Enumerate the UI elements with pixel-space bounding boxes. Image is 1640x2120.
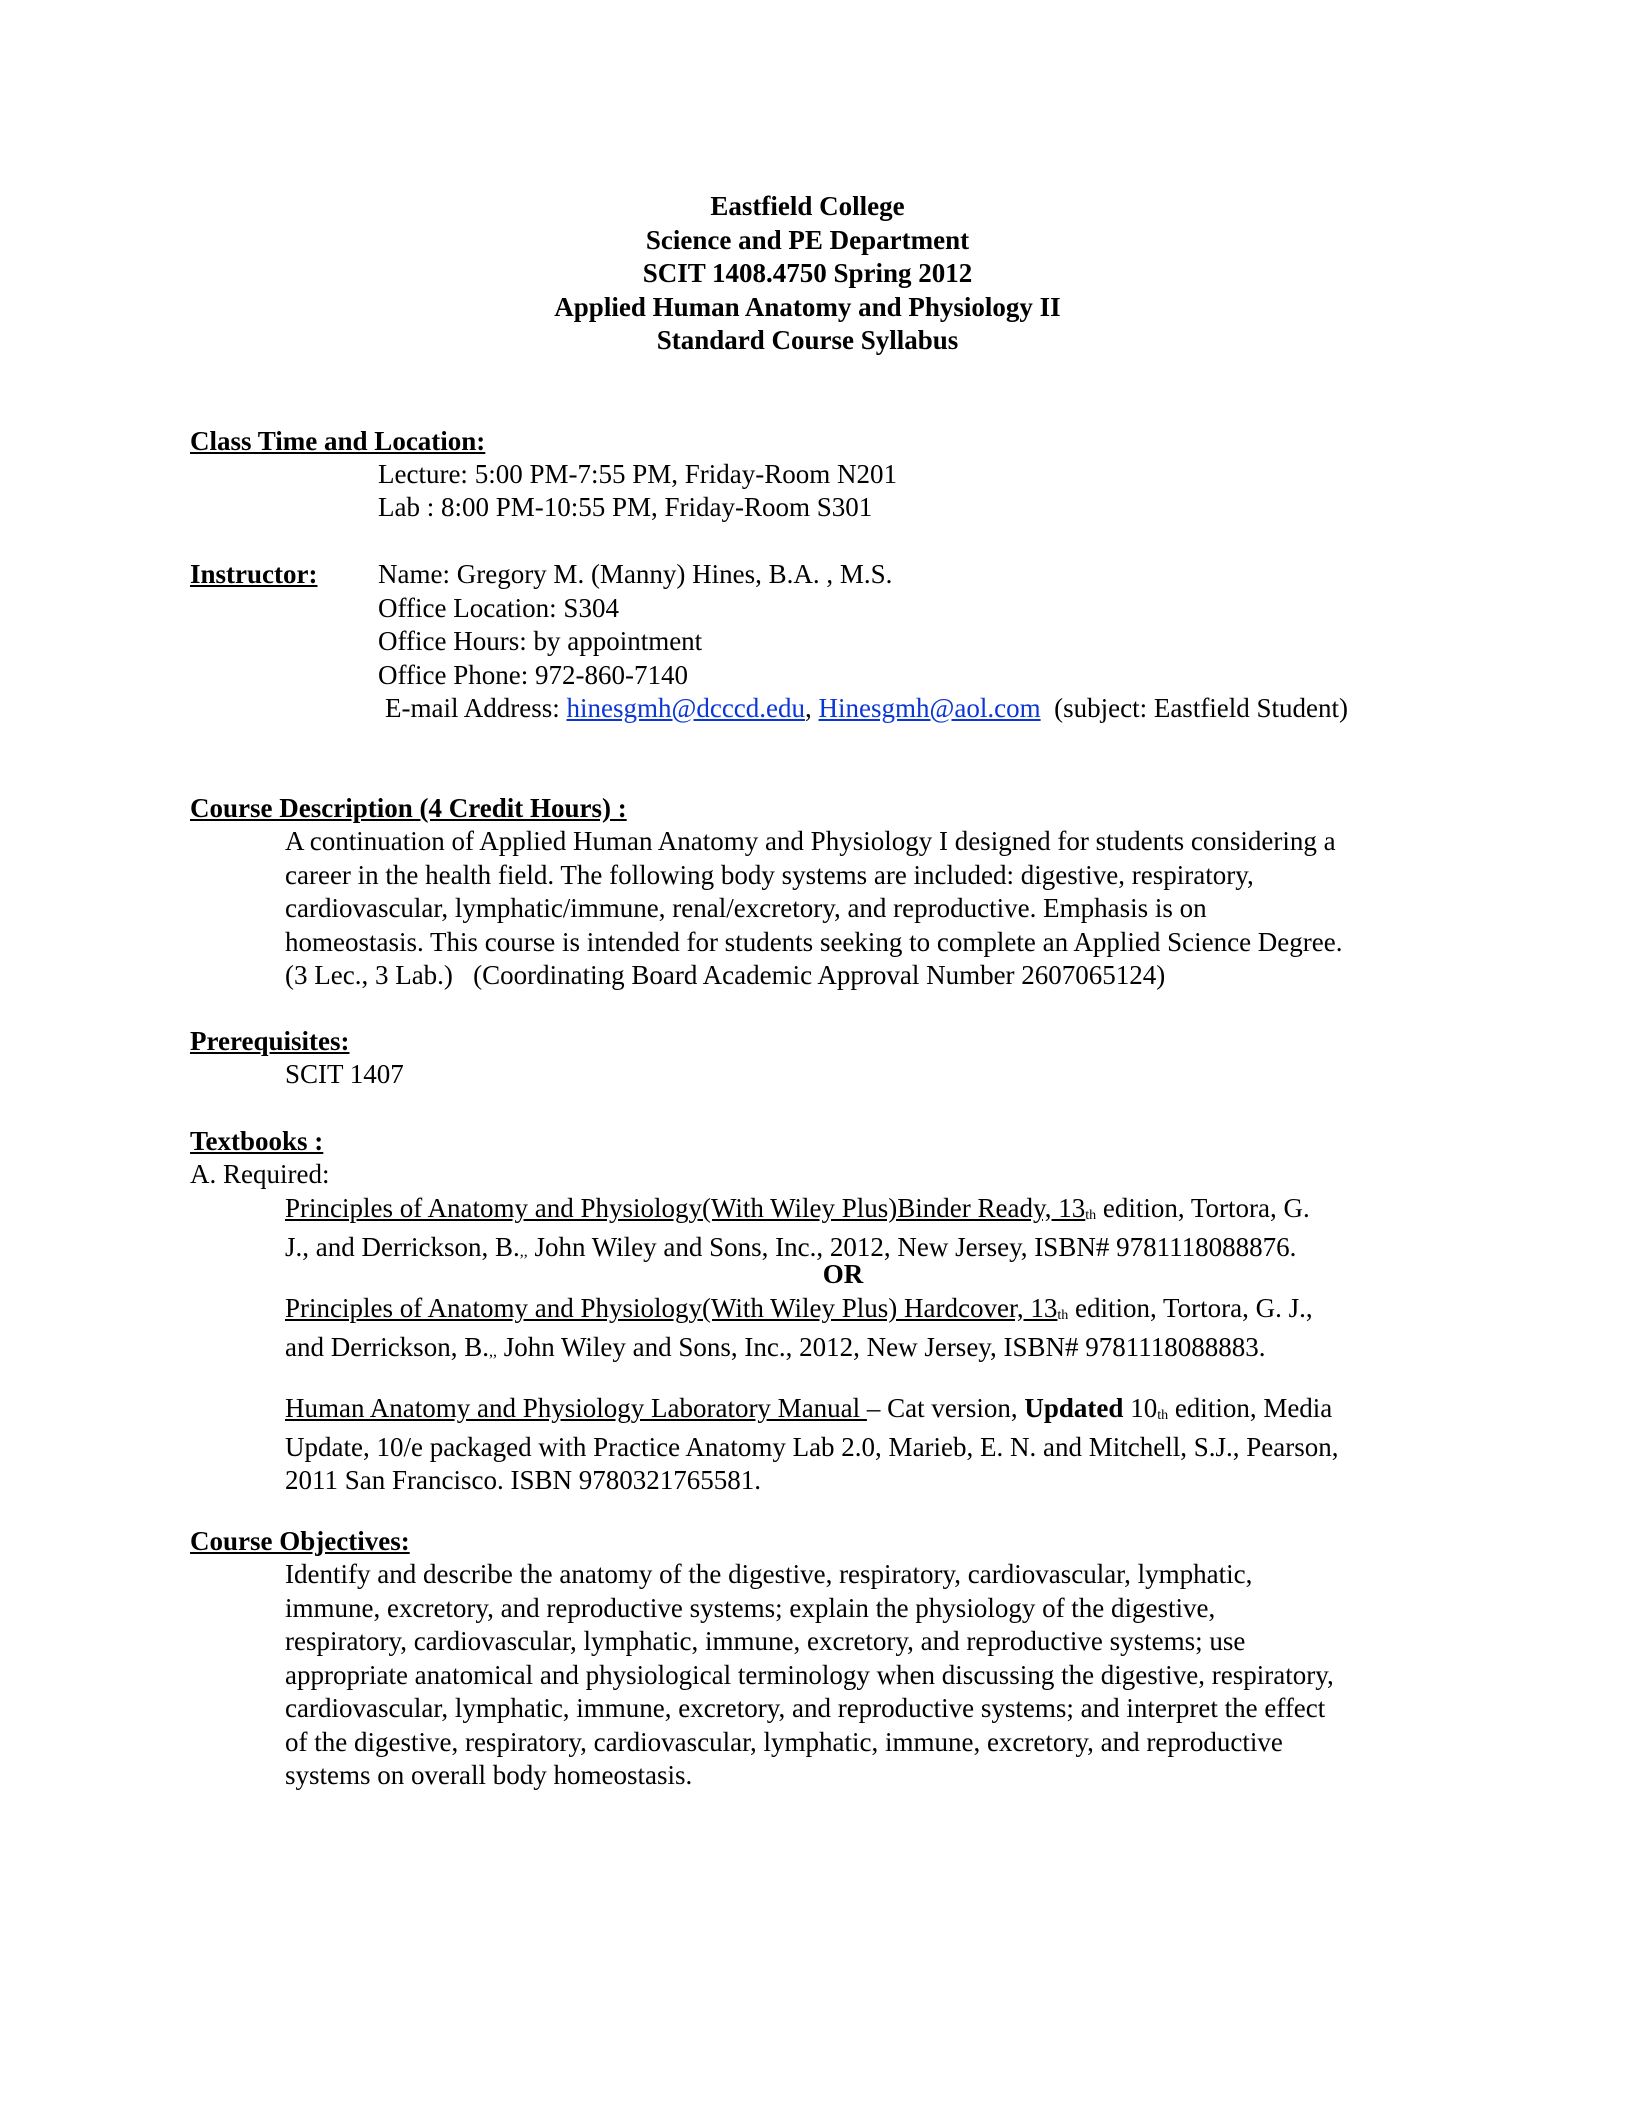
textbook-3-sup: th bbox=[1157, 1408, 1169, 1423]
college-name: Eastfield College bbox=[710, 191, 905, 221]
description-line: homeostasis. This course is intended for students seeking to complete an Applied Science Degree. bbox=[285, 926, 1343, 957]
prerequisites-heading: Prerequisites: bbox=[190, 1026, 350, 1056]
course-code: SCIT 1408.4750 Spring 2012 bbox=[642, 258, 973, 288]
textbook-2-sup: th bbox=[1057, 1308, 1069, 1323]
email-label: E-mail Address: bbox=[385, 693, 567, 723]
textbook-2-publisher: John Wiley and Sons, Inc., 2012, New Jersey, ISBN# 9781118088883. bbox=[496, 1331, 1266, 1362]
email-note: (subject: Eastfield Student) bbox=[1040, 693, 1349, 723]
instructor-name: Name: Gregory M. (Manny) Hines, B.A. , M.S. bbox=[378, 559, 893, 589]
objectives-line: appropriate anatomical and physiological terminology when discussing the digestive, respiratory, bbox=[285, 1659, 1334, 1690]
office-phone: Office Phone: 972-860-7140 bbox=[378, 659, 688, 690]
objectives-line: systems on overall body homeostasis. bbox=[285, 1760, 693, 1790]
textbook-2-commas: ,, bbox=[488, 1342, 497, 1360]
textbook-1-commas: ,, bbox=[519, 1242, 528, 1260]
email-row bbox=[378, 692, 1348, 726]
office-hours: Office Hours: by appointment bbox=[378, 626, 703, 656]
textbook-2-authors: and Derrickson, B. bbox=[285, 1331, 489, 1362]
textbook-1-authors: J., and Derrickson, B. bbox=[285, 1231, 520, 1262]
objectives-line: cardiovascular, lymphatic, immune, excretory, and reproductive systems; and interpret the effect bbox=[285, 1693, 1326, 1723]
course-description-text bbox=[285, 825, 1435, 993]
objectives-line: immune, excretory, and reproductive systems; explain the physiology of the digestive, bbox=[285, 1592, 1216, 1623]
textbook-or: OR bbox=[822, 1259, 864, 1289]
textbook-3-title: Human Anatomy and Physiology Laboratory Manual bbox=[285, 1393, 867, 1423]
textbooks-heading: Textbooks : bbox=[190, 1126, 324, 1156]
description-line: A continuation of Applied Human Anatomy and Physiology I designed for students considering a bbox=[285, 826, 1336, 856]
textbook-3-edition: 10 bbox=[1123, 1393, 1158, 1423]
department-name: Science and PE Department bbox=[645, 224, 970, 255]
textbook-2-rest: edition, Tortora, G. J., bbox=[1068, 1293, 1313, 1323]
textbook-1 bbox=[285, 1192, 1435, 1268]
instructor-info bbox=[378, 558, 1348, 726]
email-separator: , bbox=[805, 693, 819, 723]
textbook-2 bbox=[285, 1292, 1435, 1368]
textbook-3-rest: edition, Media bbox=[1168, 1393, 1333, 1423]
textbook-1-sup: th bbox=[1085, 1208, 1097, 1223]
textbook-3 bbox=[285, 1392, 1435, 1498]
description-line: cardiovascular, lymphatic/immune, renal/excretory, and reproductive. Emphasis is on bbox=[285, 893, 1207, 923]
objectives-text bbox=[285, 1558, 1435, 1793]
objectives-line: respiratory, cardiovascular, lymphatic, immune, excretory, and reproductive systems; use bbox=[285, 1626, 1246, 1656]
document-header bbox=[0, 190, 1615, 358]
objectives-heading: Course Objectives: bbox=[190, 1526, 410, 1556]
office-location: Office Location: S304 bbox=[378, 592, 619, 623]
email-link-dcccd[interactable]: hinesgmh@dcccd.edu bbox=[566, 693, 806, 723]
textbook-3-line2: Update, 10/e packaged with Practice Anatomy Lab 2.0, Marieb, E. N. and Mitchell, S.J., Pearson, bbox=[285, 1431, 1339, 1462]
course-description-heading: Course Description (4 Credit Hours) : bbox=[190, 793, 627, 823]
lab-time: Lab : 8:00 PM-10:55 PM, Friday-Room S301 bbox=[378, 492, 873, 522]
textbook-1-title: Principles of Anatomy and Physiology(With Wiley Plus)Binder Ready, 13 bbox=[285, 1193, 1086, 1223]
textbook-3-dash: – Cat version, bbox=[866, 1393, 1025, 1423]
syllabus-title: Standard Course Syllabus bbox=[656, 325, 959, 355]
course-title: Applied Human Anatomy and Physiology II bbox=[554, 291, 1061, 322]
prerequisites-value: SCIT 1407 bbox=[285, 1059, 404, 1089]
instructor-heading: Instructor: bbox=[190, 559, 318, 589]
textbook-1-publisher: John Wiley and Sons, Inc., 2012, New Jersey, ISBN# 9781118088876. bbox=[527, 1231, 1297, 1262]
textbook-3-line3: 2011 San Francisco. ISBN 9780321765581. bbox=[285, 1465, 761, 1495]
required-label: A. Required: bbox=[190, 1159, 330, 1189]
textbook-2-title: Principles of Anatomy and Physiology(With Wiley Plus) Hardcover, 13 bbox=[285, 1293, 1058, 1323]
description-line: career in the health field. The following body systems are included: digestive, respiratory, bbox=[285, 859, 1254, 890]
textbook-3-updated: Updated bbox=[1024, 1393, 1124, 1423]
class-time-heading: Class Time and Location: bbox=[190, 426, 486, 456]
objectives-line: of the digestive, respiratory, cardiovascular, lymphatic, immune, excretory, and reproductive bbox=[285, 1726, 1283, 1757]
description-line: (3 Lec., 3 Lab.) (Coordinating Board Academic Approval Number 2607065124) bbox=[285, 960, 1166, 990]
lecture-time: Lecture: 5:00 PM-7:55 PM, Friday-Room N201 bbox=[378, 459, 897, 489]
email-link-aol[interactable]: Hinesgmh@aol.com bbox=[818, 693, 1041, 723]
textbook-1-rest: edition, Tortora, G. bbox=[1096, 1193, 1310, 1223]
objectives-line: Identify and describe the anatomy of the digestive, respiratory, cardiovascular, lymphatic, bbox=[285, 1559, 1253, 1589]
